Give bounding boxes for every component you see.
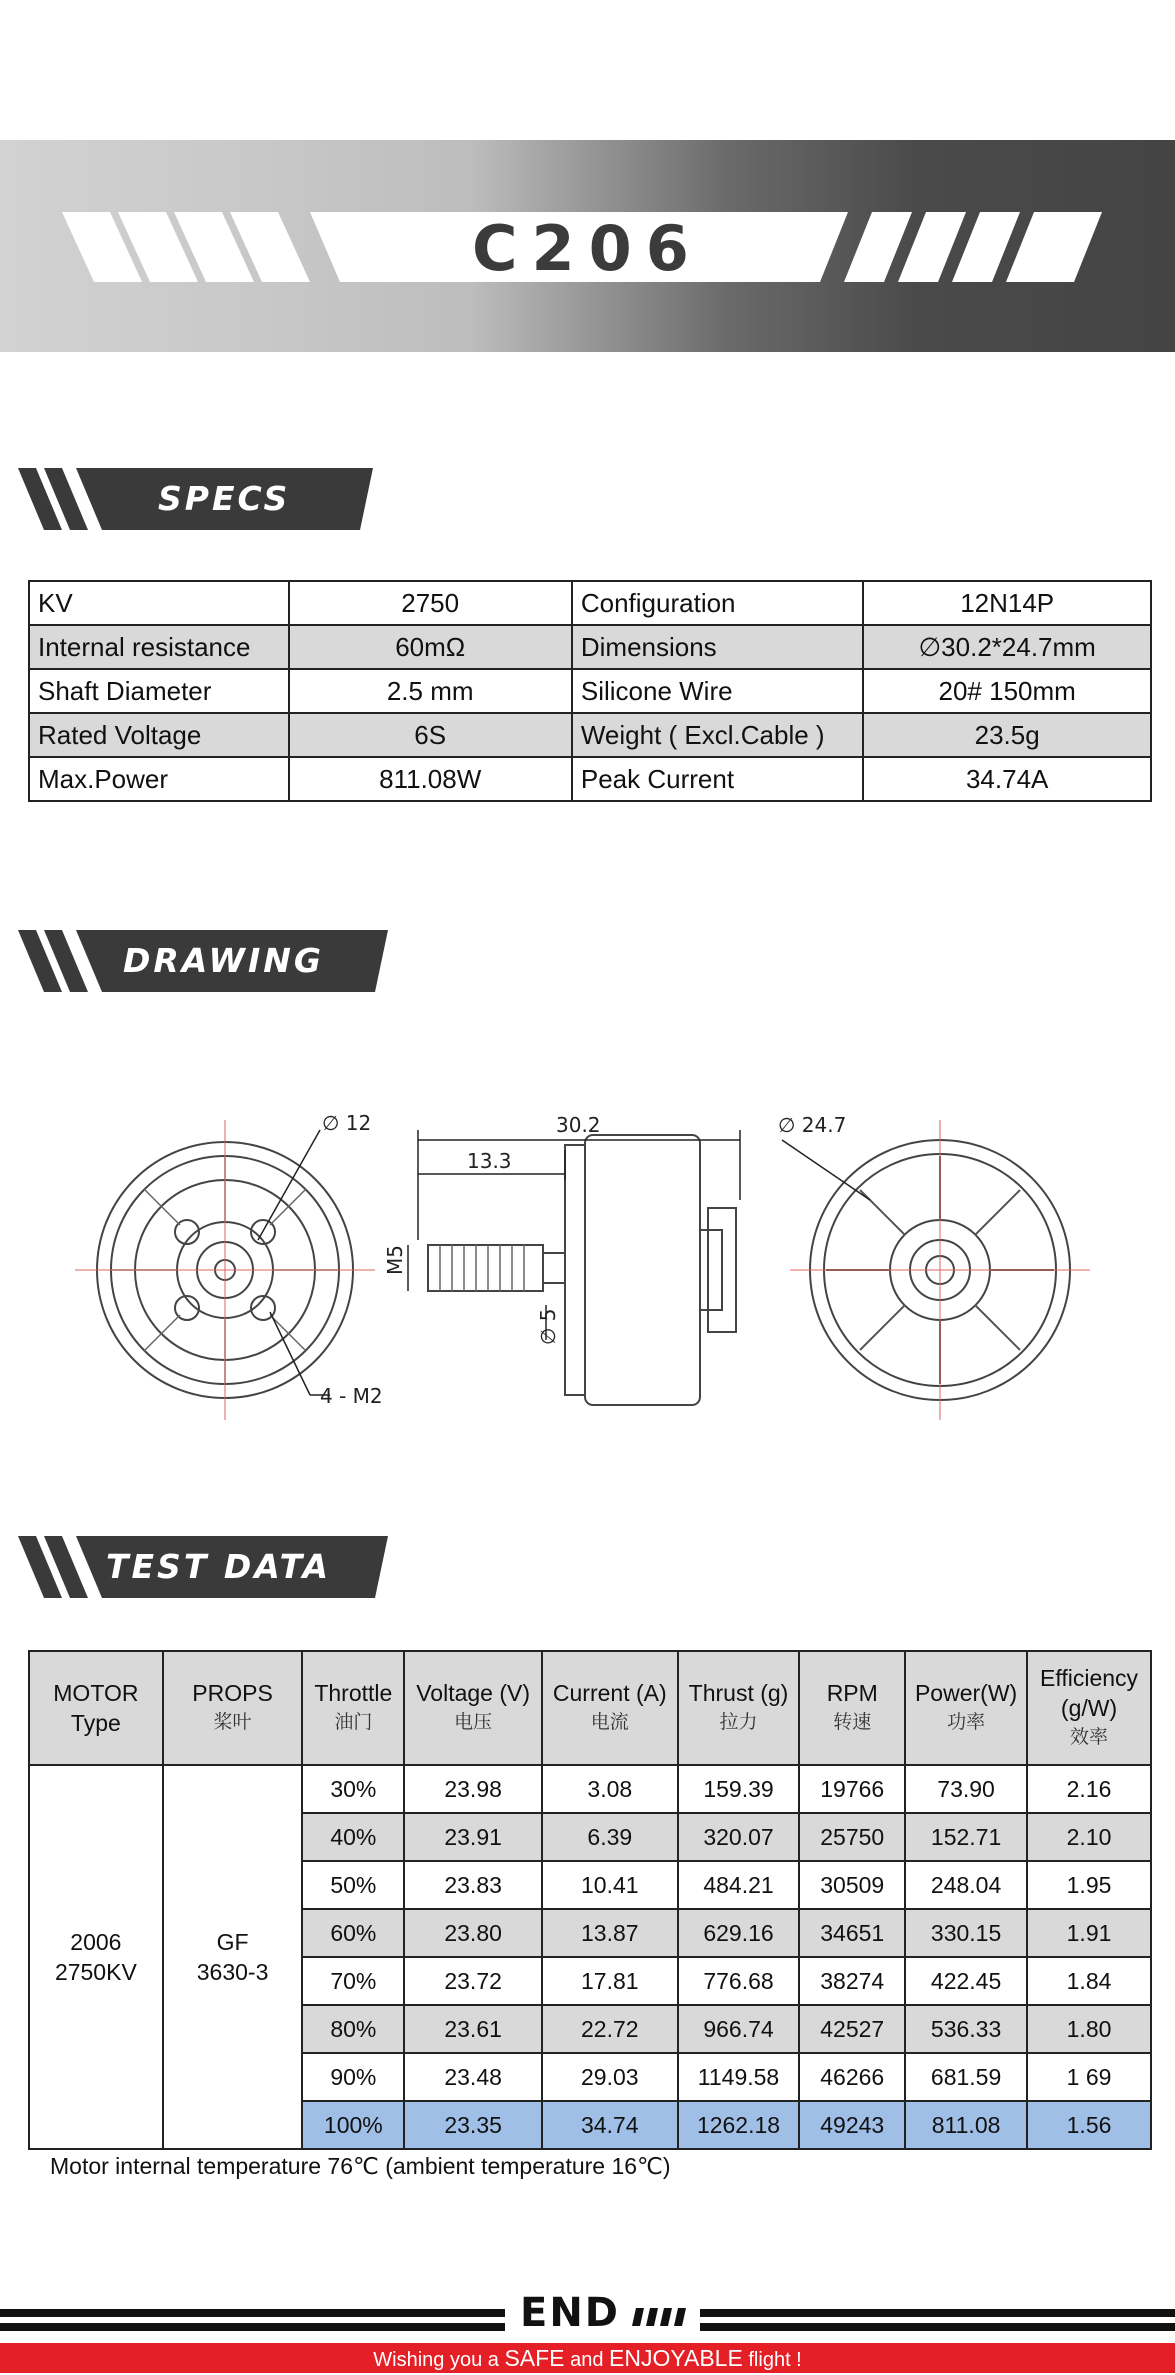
- table-row: [29, 625, 1151, 669]
- data-cell: 23.35: [404, 2101, 542, 2149]
- col-header-motor: MOTOR Type: [29, 1651, 163, 1765]
- data-cell: 100%: [302, 2101, 404, 2149]
- col-header-voltage: Voltage (V) 电压: [404, 1651, 542, 1765]
- data-cell: 34.74: [542, 2101, 678, 2149]
- spec-value: ∅30.2*24.7mm: [863, 625, 1151, 669]
- data-cell: 811.08: [905, 2101, 1027, 2149]
- data-cell: 152.71: [905, 1813, 1027, 1861]
- col-header-rpm: RPM 转速: [799, 1651, 905, 1765]
- data-cell: 73.90: [905, 1765, 1027, 1813]
- dim-front-diameter: ∅ 12: [322, 1111, 372, 1135]
- col-header-throttle: Throttle 油门: [302, 1651, 404, 1765]
- data-cell: 38274: [799, 1957, 905, 2005]
- data-cell: 17.81: [542, 1957, 678, 2005]
- data-cell: 1.56: [1027, 2101, 1151, 2149]
- col-header-power: Power(W) 功率: [905, 1651, 1027, 1765]
- spec-value: 23.5g: [863, 713, 1151, 757]
- data-cell: 23.91: [404, 1813, 542, 1861]
- data-cell: 19766: [799, 1765, 905, 1813]
- col-header-thrust: Thrust (g) 拉力: [678, 1651, 800, 1765]
- spec-value: 12N14P: [863, 581, 1151, 625]
- table-row: [29, 1765, 1151, 1813]
- dim-shaft-length: 13.3: [467, 1149, 512, 1173]
- dim-front-holes: 4 - M2: [320, 1384, 383, 1408]
- data-cell: 1.84: [1027, 1957, 1151, 2005]
- data-cell: 1.95: [1027, 1861, 1151, 1909]
- table-row: [29, 581, 1151, 625]
- data-cell: 1.80: [1027, 2005, 1151, 2053]
- data-cell: 776.68: [678, 1957, 800, 2005]
- data-cell: 629.16: [678, 1909, 800, 1957]
- data-cell: 23.98: [404, 1765, 542, 1813]
- data-cell: 90%: [302, 2053, 404, 2101]
- section-header-drawing: [18, 930, 388, 992]
- data-cell: 70%: [302, 1957, 404, 2005]
- title-banner: [0, 140, 1175, 352]
- motor-type-cell: 2006 2750KV: [29, 1765, 163, 2149]
- data-cell: 159.39: [678, 1765, 800, 1813]
- spec-key: Silicone Wire: [572, 669, 864, 713]
- data-cell: 1.91: [1027, 1909, 1151, 1957]
- data-cell: 50%: [302, 1861, 404, 1909]
- table-row: [29, 713, 1151, 757]
- col-header-efficiency: Efficiency (g/W) 效率: [1027, 1651, 1151, 1765]
- data-cell: 23.48: [404, 2053, 542, 2101]
- spec-value: 6S: [289, 713, 572, 757]
- footer-tagline: Wishing you a SAFE and ENJOYABLE flight !: [373, 2345, 802, 2371]
- spec-value: 2.5 mm: [289, 669, 572, 713]
- technical-drawing: [0, 1090, 1175, 1430]
- col-header-current: Current (A) 电流: [542, 1651, 678, 1765]
- spec-key: Rated Voltage: [29, 713, 289, 757]
- side-dimensions: [408, 1130, 740, 1340]
- data-cell: 42527: [799, 2005, 905, 2053]
- data-cell: 23.83: [404, 1861, 542, 1909]
- data-cell: 484.21: [678, 1861, 800, 1909]
- dim-shaft-diameter: ∅ 5: [536, 1308, 560, 1345]
- data-cell: 10.41: [542, 1861, 678, 1909]
- data-cell: 23.72: [404, 1957, 542, 2005]
- data-cell: 1 69: [1027, 2053, 1151, 2101]
- data-cell: 681.59: [905, 2053, 1027, 2101]
- dim-total-length: 30.2: [556, 1113, 601, 1137]
- data-cell: 13.87: [542, 1909, 678, 1957]
- spec-key: Max.Power: [29, 757, 289, 801]
- data-cell: 30509: [799, 1861, 905, 1909]
- temperature-note: Motor internal temperature 76℃ (ambient temperature 16℃): [50, 2153, 671, 2179]
- table-row: [29, 757, 1151, 801]
- data-cell: 248.04: [905, 1861, 1027, 1909]
- spec-key: Configuration: [572, 581, 864, 625]
- data-cell: 2.16: [1027, 1765, 1151, 1813]
- side-view: [428, 1135, 736, 1405]
- props-cell: GF 3630-3: [163, 1765, 303, 2149]
- spec-key: KV: [29, 581, 289, 625]
- data-cell: 23.61: [404, 2005, 542, 2053]
- data-cell: 80%: [302, 2005, 404, 2053]
- col-header-props: PROPS 桨叶: [163, 1651, 303, 1765]
- spec-key: Internal resistance: [29, 625, 289, 669]
- data-cell: 22.72: [542, 2005, 678, 2053]
- data-cell: 25750: [799, 1813, 905, 1861]
- spec-value: 2750: [289, 581, 572, 625]
- dim-back-diameter: ∅ 24.7: [778, 1113, 847, 1137]
- data-cell: 422.45: [905, 1957, 1027, 2005]
- data-cell: 330.15: [905, 1909, 1027, 1957]
- section-title-test-data: TEST DATA: [106, 1547, 332, 1586]
- table-row: [29, 669, 1151, 713]
- data-cell: 30%: [302, 1765, 404, 1813]
- data-cell: 536.33: [905, 2005, 1027, 2053]
- data-cell: 2.10: [1027, 1813, 1151, 1861]
- test-data-table: [28, 1650, 1152, 2150]
- front-view: [75, 1120, 375, 1420]
- data-cell: 46266: [799, 2053, 905, 2101]
- data-cell: 3.08: [542, 1765, 678, 1813]
- data-cell: 320.07: [678, 1813, 800, 1861]
- spec-key: Weight ( Excl.Cable ): [572, 713, 864, 757]
- spec-value: 20# 150mm: [863, 669, 1151, 713]
- data-cell: 34651: [799, 1909, 905, 1957]
- specs-table: [28, 580, 1152, 802]
- dim-thread: M5: [383, 1245, 407, 1275]
- data-cell: 49243: [799, 2101, 905, 2149]
- end-stripes: [630, 2306, 700, 2328]
- spec-key: Dimensions: [572, 625, 864, 669]
- data-cell: 1262.18: [678, 2101, 800, 2149]
- section-title-drawing: DRAWING: [123, 941, 324, 980]
- data-cell: 29.03: [542, 2053, 678, 2101]
- table-header-row: [29, 1651, 1151, 1765]
- motor-drawing-svg: [0, 1090, 1175, 1430]
- test-data-body: [29, 1765, 1151, 2149]
- data-cell: 23.80: [404, 1909, 542, 1957]
- end-mark: END: [520, 2290, 621, 2336]
- spec-key: Shaft Diameter: [29, 669, 289, 713]
- data-cell: 40%: [302, 1813, 404, 1861]
- section-header-specs: [18, 468, 373, 530]
- back-view: [782, 1120, 1090, 1420]
- spec-value: 60mΩ: [289, 625, 572, 669]
- data-cell: 6.39: [542, 1813, 678, 1861]
- product-title: C206: [472, 212, 703, 285]
- data-cell: 60%: [302, 1909, 404, 1957]
- spec-value: 811.08W: [289, 757, 572, 801]
- spec-key: Peak Current: [572, 757, 864, 801]
- section-header-test-data: [18, 1536, 388, 1598]
- data-cell: 1149.58: [678, 2053, 800, 2101]
- spec-value: 34.74A: [863, 757, 1151, 801]
- section-title-specs: SPECS: [158, 479, 291, 518]
- data-cell: 966.74: [678, 2005, 800, 2053]
